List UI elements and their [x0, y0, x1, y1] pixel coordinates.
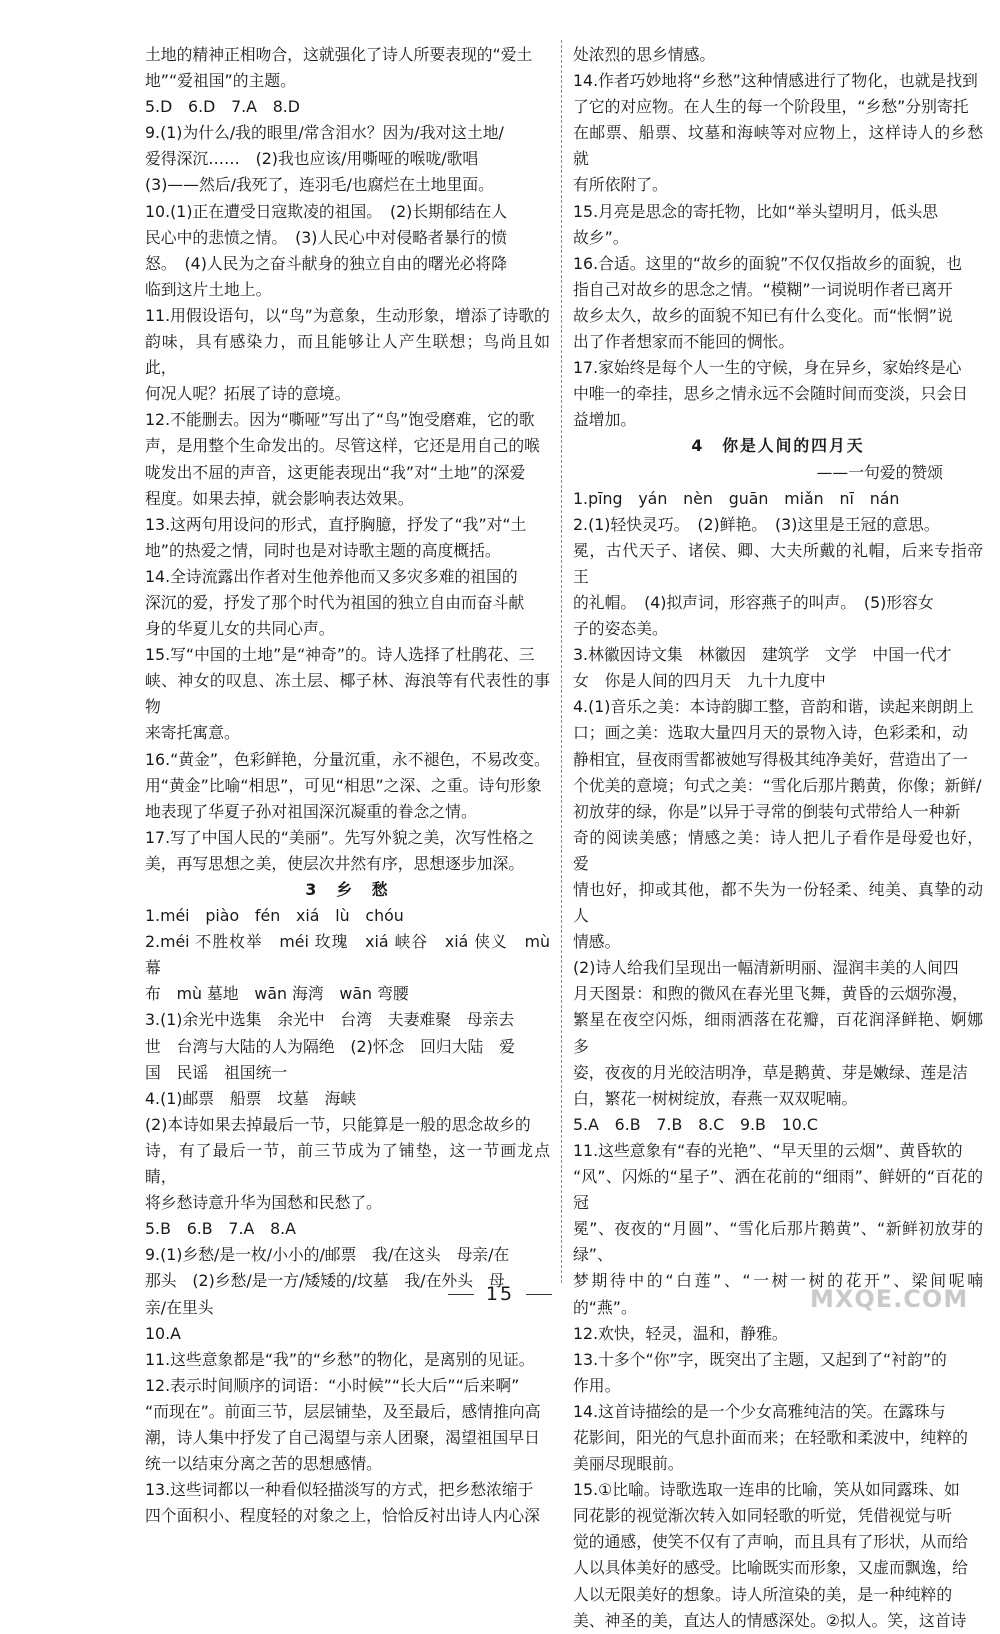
text-line: 2.(1)轻快灵巧。 (2)鲜艳。 (3)这里是王冠的意思。 [573, 514, 940, 534]
text-line: 那头 (2)乡愁/是一方/矮矮的/坟墓 我/在外头 母 [145, 1271, 505, 1291]
column-divider [561, 40, 562, 1283]
text-line: 口；画之美：选取大量四月天的景物入诗，色彩柔和，动 [573, 723, 968, 743]
text-line: 12.不能删去。因为“嘶哑”写出了“鸟”饱受磨难，它的歌 [145, 410, 535, 430]
text-line: 10.A [145, 1323, 181, 1343]
text-line: 故乡太久，故乡的面貌不知已有什么变化。而“怅惘”说 [573, 305, 953, 325]
text-line: 作用。 [573, 1375, 621, 1395]
text-line: 潮，诗人集中抒发了自己渴望与亲人团聚，渴望祖国早日 [145, 1427, 540, 1447]
text-line: 初放芽的绿，你是”以异于寻常的倒装句式带给人一种新 [573, 801, 961, 821]
text-line: 4.(1)邮票 船票 坟墓 海峡 [145, 1088, 357, 1108]
text-line: 2.méi 不胜枚举 méi 玫瑰 xiá 峡谷 xiá 侠义 mù 幕 [145, 932, 550, 978]
text-line: 土地的精神正相吻合，这就强化了诗人所要表现的“爱土 [145, 45, 533, 64]
text-line: 3.(1)余光中选集 余光中 台湾 夫妻难聚 母亲去 [145, 1010, 515, 1030]
text-line: 用“黄金”比喻“相思”，可见“相思”之深、之重。诗句形象 [145, 775, 542, 795]
text-line: 15.①比喻。诗歌选取一连串的比喻，笑从如同露珠、如 [573, 1480, 960, 1500]
text-line: 统一以结束分离之苦的思想感情。 [145, 1454, 382, 1474]
text-line: 11.这些意象有“春的光艳”、“早天里的云烟”、黄昏软的 [573, 1140, 963, 1160]
text-line: 地”“爱祖国”的主题。 [145, 71, 296, 91]
text-line: 5.D 6.D 7.A 8.D [145, 97, 300, 117]
text-line: 人以具体美好的感受。比喻既实而形象，又虚而飘逸，给 [573, 1558, 968, 1578]
text-line: 情感。 [573, 932, 621, 952]
text-line: 5.A 6.B 7.B 8.C 9.B 10.C [573, 1114, 818, 1134]
text-line: 17.家始终是每个人一生的守候，身在异乡，家始终是心 [573, 358, 962, 378]
text-line: 情也好，抑或其他，都不失为一份轻柔、纯美、真挚的动人 [573, 880, 983, 926]
text-line: 咙发出不屈的声音，这更能表现出“我”对“土地”的深爱 [145, 462, 526, 482]
text-line: 临到这片土地上。 [145, 279, 272, 299]
text-line: 14.全诗流露出作者对生他养他而又多灾多难的祖国的 [145, 566, 518, 586]
text-line: 美、神圣的美，直达人的情感深处。②拟人。笑，这首诗 [573, 1610, 967, 1630]
text-line: 国 民谣 祖国统一 [145, 1062, 288, 1082]
text-line: 何况人呢？拓展了诗的意境。 [145, 384, 351, 404]
text-line: 世 台湾与大陆的人为隔绝 (2)怀念 回归大陆 爱 [145, 1036, 515, 1056]
text-line: 韵味，具有感染力，而且能够让人产生联想；鸟尚且如此， [145, 332, 550, 378]
text-line: 9.(1)乡愁/是一枚/小小的/邮票 我/在这头 母亲/在 [145, 1245, 510, 1265]
text-line: 指自己对故乡的思念之情。“模糊”一词说明作者已离开 [573, 279, 953, 299]
text-line: 13.这些词都以一种看似轻描淡写的方式，把乡愁浓缩于 [145, 1480, 534, 1500]
text-line: 同花影的视觉渐次转入如同轻歌的听觉，凭借视觉与听 [573, 1506, 953, 1526]
text-line: 子的姿态美。 [573, 619, 668, 639]
text-line: 静相宜，昼夜雨雪都被她写得极其纯净美好，营造出了一 [573, 749, 968, 769]
text-line: 3.林徽因诗文集 林徽因 建筑学 文学 中国一代才 [573, 645, 952, 665]
text-line: (2)诗人给我们呈现出一幅清新明丽、湿润丰美的人间四 [573, 958, 959, 978]
text-line: 诗，有了最后一节，前三节成为了铺垫，这一节画龙点睛， [145, 1140, 550, 1187]
text-line: 11.用假设语句，以“鸟”为意象，生动形象，增添了诗歌的 [145, 305, 550, 325]
text-line: 15.月亮是思念的寄托物，比如“举头望明月，低头思 [573, 201, 939, 221]
text-line: 民心中的悲愤之情。 (3)人民心中对侵略者暴行的愤 [145, 227, 508, 247]
text-line: 益增加。 [573, 410, 637, 430]
text-line: 峡、神女的叹息、冻土层、椰子林、海浪等有代表性的事物 [145, 671, 550, 717]
footer-dash-right [526, 1294, 552, 1295]
text-line: 奇的阅读美感；情感之美：诗人把儿子看作是母爱也好，爱 [573, 827, 983, 873]
text-line: (2)本诗如果去掉最后一节，只能算是一般的思念故乡的 [145, 1114, 531, 1134]
section-subtitle: ——一句爱的赞颂 [816, 462, 943, 482]
footer-dash-left [448, 1294, 474, 1295]
text-line: 17.写了中国人民的“美丽”。先写外貌之美，次写性格之 [145, 827, 535, 847]
text-line: 繁星在夜空闪烁，细雨洒落在花瓣，百花润泽鲜艳、婀娜多 [573, 1010, 983, 1056]
text-line: 1.pīng yán nèn guān miǎn nī nán [573, 488, 900, 508]
text-line: 觉的通感，使笑不仅有了声响，而且具有了形状，从而给 [573, 1532, 968, 1552]
text-line: 5.B 6.B 7.A 8.A [145, 1219, 296, 1239]
text-line: 来寄托寓意。 [145, 723, 240, 743]
left-column [145, 42, 550, 1529]
text-line: “风”、闪烁的“星子”、洒在花前的“细雨”、鲜妍的“百花的冠 [573, 1167, 983, 1213]
text-line: 四个面积小、程度轻的对象之上，恰恰反衬出诗人内心深 [145, 1506, 540, 1526]
text-line: 月天图景：和煦的微风在春光里飞舞，黄昏的云烟弥漫， [573, 984, 968, 1004]
text-line: 地”的热爱之情，同时也是对诗歌主题的高度概括。 [145, 540, 501, 560]
text-line: 11.这些意象都是“我”的“乡愁”的物化，是离别的见证。 [145, 1349, 535, 1369]
text-line: 美，再写思想之美，使层次井然有序，思想逐步加深。 [145, 853, 525, 873]
page-number: 15 [485, 1283, 515, 1305]
text-line: 冕”、夜夜的“月圆”、“雪化后那片鹅黄”、“新鲜初放芽的绿”、 [573, 1219, 983, 1265]
text-line: 爱得深沉…… (2)我也应该/用嘶哑的喉咙/歌唱 [145, 149, 494, 169]
text-line: 出了作者想家而不能回的惆怅。 [573, 332, 795, 352]
text-line: (3)——然后/我死了，连羽毛/也腐烂在土地里面。 [145, 175, 494, 195]
text-line: 布 mù 墓地 wān 海湾 wān 弯腰 [145, 984, 409, 1004]
text-line: 1.méi piào fén xiá lù chóu [145, 906, 404, 926]
text-line: 处浓烈的思乡情感。 [573, 45, 716, 64]
text-line: 梦期待中的“白莲”、“一树一树的花开”、梁间呢喃的“燕”。 [573, 1271, 983, 1317]
watermark: MXQE.COM [810, 1285, 969, 1313]
text-line: 16.“黄金”，色彩鲜艳，分量沉重，永不褪色，不易改变。 [145, 749, 550, 769]
text-line: 美丽尽现眼前。 [573, 1454, 684, 1474]
right-column [573, 42, 983, 1634]
text-line: 深沉的爱，抒发了那个时代为祖国的独立自由而奋斗献 [145, 592, 525, 612]
text-line: 4.(1)音乐之美：本诗韵脚工整，音韵和谐，读起来朗朗上 [573, 697, 974, 717]
text-line: 9.(1)为什么/我的眼里/常含泪水？因为/我对这土地/ [145, 123, 504, 143]
text-line: 花影间，阳光的气息扑面而来；在轻歌和柔波中，纯粹的 [573, 1427, 968, 1447]
text-line: “而现在”。前面三节，层层铺垫，及至最后，感情推向高 [145, 1401, 541, 1421]
section-heading: 4 你是人间的四月天 [691, 436, 865, 456]
text-line: 中唯一的牵挂，思乡之情永远不会随时间而变淡，只会日 [573, 384, 968, 404]
text-line: 冕，古代天子、诸侯、卿、大夫所戴的礼帽，后来专指帝王 [573, 540, 983, 586]
text-line: 13.十多个“你”字，既突出了主题，又起到了“衬韵”的 [573, 1349, 947, 1369]
text-line: 在邮票、船票、坟墓和海峡等对应物上，这样诗人的乡愁就 [573, 123, 983, 169]
text-line: 白，繁花一树树绽放，春燕一双双呢喃。 [573, 1088, 858, 1108]
text-line: 有所依附了。 [573, 175, 668, 195]
text-line: 姿，夜夜的月光皎洁明净，草是鹅黄、芽是嫩绿、莲是洁 [573, 1062, 968, 1082]
text-line: 13.这两句用设问的形式，直抒胸臆，抒发了“我”对“土 [145, 514, 527, 534]
text-line: 声，是用整个生命发出的。尽管这样，它还是用自己的喉 [145, 436, 540, 456]
text-line: 16.合适。这里的“故乡的面貌”不仅仅指故乡的面貌，也 [573, 253, 963, 273]
text-line: 将乡愁诗意升华为国愁和民愁了。 [145, 1193, 382, 1213]
text-line: 15.写“中国的土地”是“神奇”的。诗人选择了杜鹃花、三 [145, 645, 535, 665]
text-line: 亲/在里头 [145, 1297, 214, 1317]
text-line: 12.表示时间顺序的词语：“小时候”“长大后”“后来啊” [145, 1375, 520, 1395]
text-line: 地表现了华夏子孙对祖国深沉凝重的眷念之情。 [145, 801, 477, 821]
text-line: 10.(1)正在遭受日寇欺凌的祖国。 (2)长期郁结在人 [145, 201, 508, 221]
text-line: 女 你是人间的四月天 九十九度中 [573, 671, 826, 691]
text-line: 程度。如果去掉，就会影响表达效果。 [145, 488, 414, 508]
text-line: 了它的对应物。在人生的每一个阶段里，“乡愁”分别寄托 [573, 97, 969, 117]
text-line: 14.这首诗描绘的是一个少女高雅纯洁的笑。在露珠与 [573, 1401, 946, 1421]
text-line: 人以无限美好的想象。诗人所渲染的美，是一种纯粹的 [573, 1584, 953, 1604]
text-line: 怒。 (4)人民为之奋斗献身的独立自由的曙光必将降 [145, 253, 508, 273]
text-line: 故乡”。 [573, 227, 629, 247]
text-line: 身的华夏儿女的共同心声。 [145, 619, 335, 639]
text-line: 14.作者巧妙地将“乡愁”这种情感进行了物化，也就是找到 [573, 71, 978, 91]
text-line: 12.欢快，轻灵，温和，静雅。 [573, 1323, 788, 1343]
text-line: 个优美的意境；句式之美：“雪化后那片鹅黄，你像；新鲜/ [573, 775, 982, 795]
section-heading: 3 乡 愁 [305, 880, 390, 899]
text-line: 的礼帽。 (4)拟声词，形容燕子的叫声。 (5)形容女 [573, 592, 934, 612]
